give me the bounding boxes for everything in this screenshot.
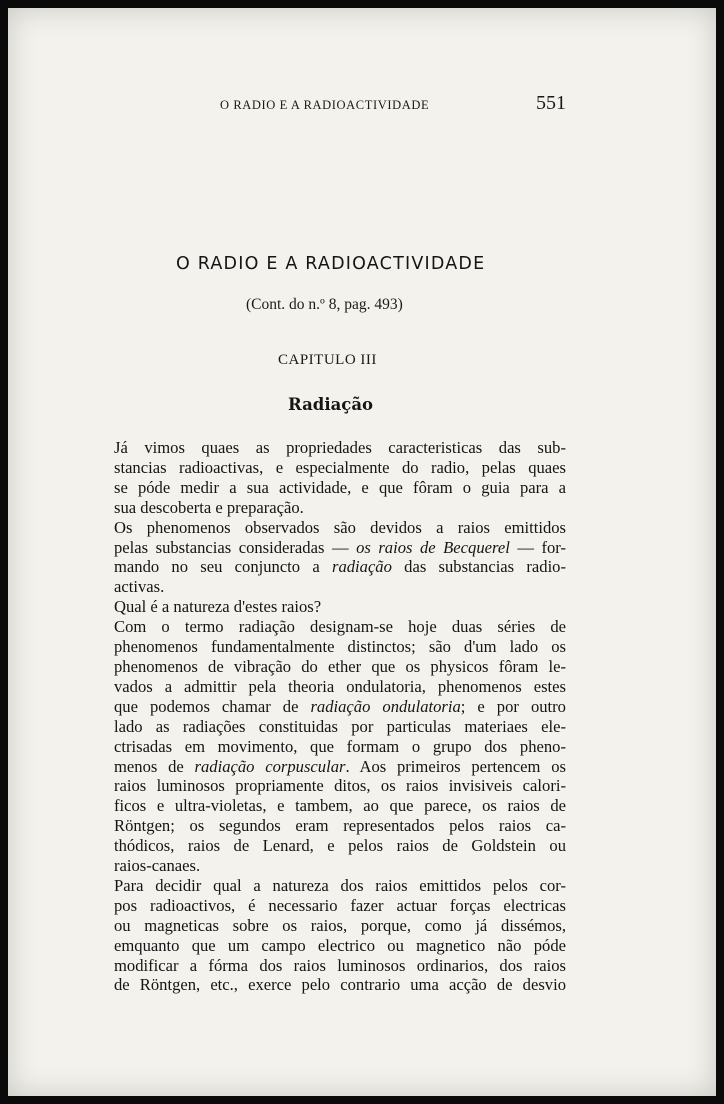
text-line: emquanto que um campo electrico ou magnetico não póde (114, 935, 566, 955)
text-line: ctrisadas em movimento, que formam o grupo dos pheno- (114, 736, 566, 756)
text-line: Röntgen; os segundos eram representados pelos raios ca- (114, 816, 566, 836)
text-line: Com o termo radiação designam-se hoje duas séries de (114, 617, 566, 637)
running-head: O RADIO E A RADIOACTIVIDADE (220, 98, 430, 112)
text-line: activas. (114, 577, 165, 597)
italic-term: os raios de Becquerel (356, 537, 510, 557)
text-line: que podemos chamar de radiação ondulatoria; e por outro (114, 696, 566, 716)
italic-term: radiação ondulatoria (310, 696, 461, 716)
text-line: pos radioactivos, é necessario fazer actuar forças electricas (114, 895, 566, 915)
text-line: se póde medir a sua actividade, e que fôram o guia para a (114, 477, 566, 497)
paragraph (92, 876, 566, 995)
chapter-heading: CAPITULO III (278, 352, 377, 368)
text-line: Os phenomenos observados são devidos a raios emittidos (114, 517, 566, 537)
book-page (8, 8, 716, 1096)
continuation-note: (Cont. do n.º 8, pag. 493) (246, 296, 403, 313)
body-text (92, 438, 566, 995)
text-line: lado as radiações constituidas por particulas materiaes ele- (114, 716, 566, 736)
text-line: phenomenos fundamentalmente distinctos; são d'um lado os (114, 637, 566, 657)
page-number: 551 (536, 92, 566, 114)
paragraph (92, 597, 566, 617)
text-line: stancias radioactivas, e especialmente do radio, pelas quaes (114, 457, 566, 477)
text-line: modificar a fórma dos raios luminosos ordinarios, dos raios (114, 955, 566, 975)
text-line: vados a admittir pela theoria ondulatoria, phenomenos estes (114, 676, 566, 696)
text-line: raios luminosos propriamente ditos, os raios invisiveis calori- (114, 776, 566, 796)
text-line: menos de radiação corpuscular. Aos primeiros pertencem os (114, 756, 566, 776)
article-title: O RADIO E A RADIOACTIVIDADE (176, 254, 486, 274)
italic-term: radiação corpuscular (194, 756, 346, 776)
text-line: de Röntgen, etc., exerce pelo contrario uma acção de desvio (114, 975, 566, 995)
italic-term: radiação (331, 557, 392, 577)
text-line: ou magneticas sobre os raios, porque, como já dissémos, (114, 915, 566, 935)
text-line: pelas substancias consideradas — os raios de Becquerel — for- (114, 537, 566, 557)
text-line: raios-canaes. (114, 856, 201, 876)
text-line: thódicos, raios de Lenard, e pelos raios de Goldstein ou (114, 836, 566, 856)
text-line: mando no seu conjuncto a radiação das substancias radio- (114, 557, 567, 577)
text-line: Qual é a natureza d'estes raios? (114, 597, 322, 617)
text-line: sua descoberta e preparação. (114, 497, 304, 517)
section-heading: Radiação (288, 395, 374, 414)
paragraph (92, 438, 566, 518)
text-line: Para decidir qual a natureza dos raios emittidos pelos cor- (114, 875, 566, 895)
text-line: phenomenos de vibração do ether que os physicos fôram le- (114, 656, 566, 676)
text-line: Já vimos quaes as propriedades caracteristicas das sub- (114, 438, 566, 457)
paragraph (92, 617, 566, 876)
text-line: ficos e ultra-violetas, e tambem, ao que parece, os raios de (114, 796, 566, 816)
paragraph (92, 518, 566, 598)
